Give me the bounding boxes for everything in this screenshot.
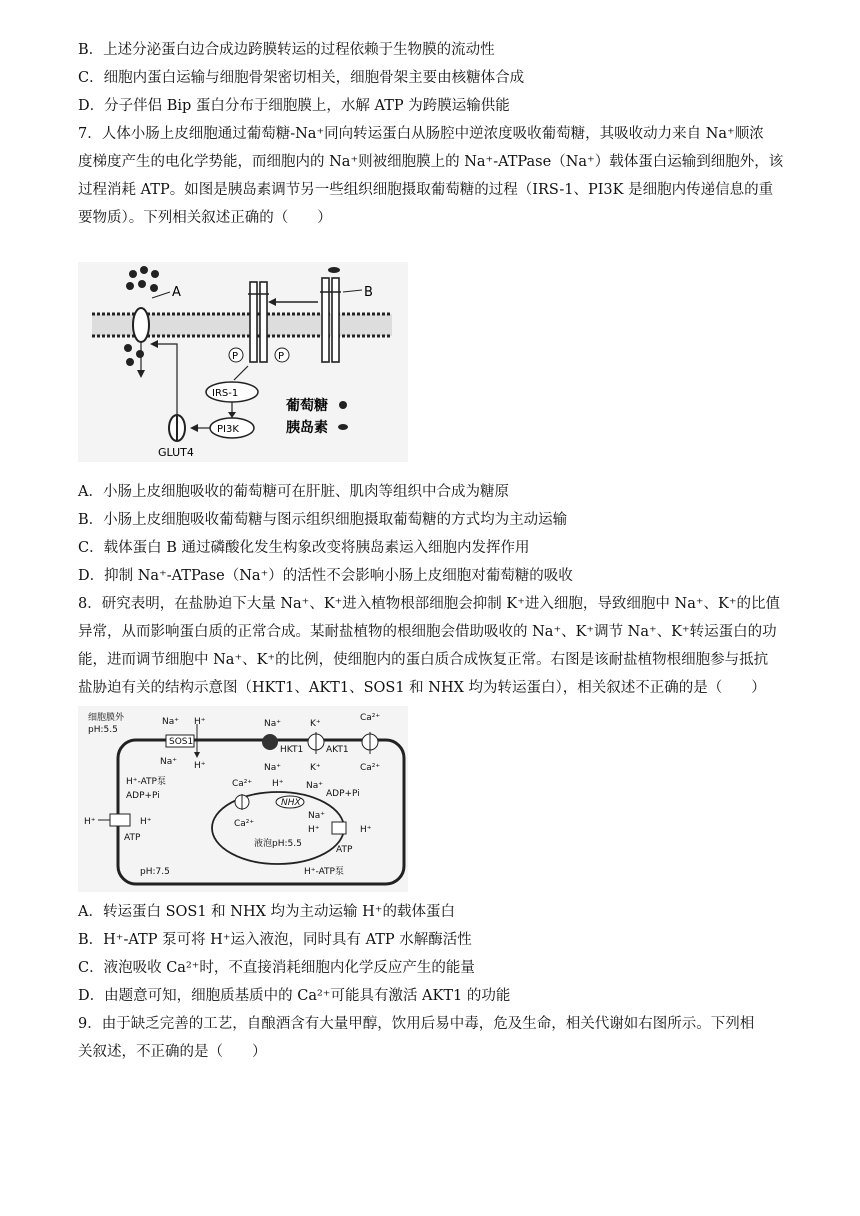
outside-label: 细胞膜外	[88, 713, 125, 723]
q9-stem-line: 9．由于缺乏完善的工艺，自酿酒含有大量甲醇，饮用后易中毒，危及生命，相关代谢如右图所示。下列相	[78, 1016, 755, 1032]
legend-glucose: 葡萄糖	[286, 398, 328, 414]
na-ion: Na⁺	[264, 763, 281, 773]
ca-ion: Ca²⁺	[234, 819, 255, 829]
q6-option-d: D．分子伴侣 Bip 蛋白分布于细胞膜上，水解 ATP 为跨膜运输供能	[78, 98, 510, 114]
atp-label-right: ATP	[336, 845, 353, 855]
h-ion: H⁺	[194, 761, 206, 771]
ca-ion: Ca²⁺	[232, 779, 253, 789]
ca-ion: Ca²⁺	[360, 713, 381, 723]
pump-bottom-label: H⁺-ATP泵	[304, 867, 344, 877]
q7-stem-line: 过程消耗 ATP。如图是胰岛素调节另一些组织细胞摄取葡萄糖的过程（IRS-1、PI3K 是细胞内传递信息的重	[78, 182, 774, 198]
h-ion: H⁺	[194, 717, 206, 727]
q8-stem-line: 能，进而调节细胞中 Na⁺、K⁺的比例，使细胞内的蛋白质合成恢复正常。右图是该耐盐植物根细胞参与抵抗	[78, 652, 769, 668]
q7-option-d: D．抑制 Na⁺-ATPase（Na⁺）的活性不会影响小肠上皮细胞对葡萄糖的吸收	[78, 568, 573, 584]
q8-salt-stress-figure	[78, 706, 408, 892]
na-ion: Na⁺	[160, 757, 177, 767]
q7-option-b: B．小肠上皮细胞吸收葡萄糖与图示组织细胞摄取葡萄糖的方式均为主动运输	[78, 512, 568, 528]
q9-stem-line: 关叙述，不正确的是（ ）	[78, 1044, 267, 1060]
na-ion: Na⁺	[264, 719, 281, 729]
phospho-p1: P	[232, 351, 239, 362]
q8-option-b: B．H⁺-ATP 泵可将 H⁺运入液泡，同时具有 ATP 水解酶活性	[78, 932, 472, 948]
q7-stem-line: 要物质）。下列相关叙述正确的（ ）	[78, 210, 332, 226]
glut4-label: GLUT4	[158, 446, 194, 459]
q7-insulin-figure	[78, 262, 408, 462]
h-ion: H⁺	[272, 779, 284, 789]
inside-ph: pH:7.5	[140, 867, 170, 877]
na-ion: Na⁺	[162, 717, 179, 727]
pi3k-node: PI3K	[217, 424, 239, 435]
phospho-p2: P	[278, 351, 285, 362]
q8-option-c: C．液泡吸收 Ca²⁺时，不直接消耗细胞内化学反应产生的能量	[78, 960, 475, 976]
nhx-label: NHX	[281, 798, 301, 808]
h-ion: H⁺	[360, 825, 372, 835]
q7-stem-line: 7．人体小肠上皮细胞通过葡萄糖-Na⁺同向转运蛋白从肠腔中逆浓度吸收葡萄糖，其吸收动力来自 Na⁺顺浓	[78, 126, 764, 142]
sos1-label: SOS1	[169, 737, 194, 747]
h-ion: H⁺	[140, 817, 152, 827]
vacuole-label: 液泡pH:5.5	[254, 839, 302, 849]
q8-stem-line: 8．研究表明，在盐胁迫下大量 Na⁺、K⁺进入植物根部细胞会抑制 K⁺进入细胞，导致细胞中 Na⁺、K⁺的比值	[78, 596, 780, 612]
q8-stem-line: 盐胁迫有关的结构示意图（HKT1、AKT1、SOS1 和 NHX 均为转运蛋白），相关叙述不正确的是（ ）	[78, 680, 766, 696]
adp-label-right: ADP+Pi	[326, 789, 360, 799]
label-b: B	[364, 285, 373, 300]
q8-stem-line: 异常，从而影响蛋白质的正常合成。某耐盐植物的根细胞会借助吸收的 Na⁺、K⁺调节 Na⁺、K⁺转运蛋白的功	[78, 624, 777, 640]
h-ion: H⁺	[308, 825, 320, 835]
irs1-node: IRS-1	[212, 388, 239, 399]
q6-option-c: C．细胞内蛋白运输与细胞骨架密切相关，细胞骨架主要由核糖体合成	[78, 70, 525, 86]
hkt1-label: HKT1	[280, 745, 304, 755]
q8-option-a: A．转运蛋白 SOS1 和 NHX 均为主动运输 H⁺的载体蛋白	[78, 904, 455, 920]
outside-ph: pH:5.5	[88, 725, 118, 735]
akt1-label: AKT1	[326, 745, 349, 755]
na-ion: Na⁺	[308, 811, 325, 821]
label-a: A	[172, 285, 181, 300]
atp-label-left: ATP	[124, 833, 141, 843]
q7-stem-line: 度梯度产生的电化学势能，而细胞内的 Na⁺则被细胞膜上的 Na⁺-ATPase（Na⁺）载体蛋白运输到细胞外，该	[78, 154, 784, 170]
na-ion: Na⁺	[306, 781, 323, 791]
legend-insulin: 胰岛素	[286, 420, 328, 436]
q8-option-d: D．由题意可知，细胞质基质中的 Ca²⁺可能具有激活 AKT1 的功能	[78, 988, 511, 1004]
k-ion: K⁺	[310, 719, 321, 729]
adp-label-left: ADP+Pi	[126, 791, 160, 801]
q7-option-c: C．载体蛋白 B 通过磷酸化发生构象改变将胰岛素运入细胞内发挥作用	[78, 540, 530, 556]
k-ion: K⁺	[310, 763, 321, 773]
q7-option-a: A．小肠上皮细胞吸收的葡萄糖可在肝脏、肌肉等组织中合成为糖原	[78, 484, 509, 500]
pump-top-label: H⁺-ATP泵	[126, 777, 166, 787]
h-ion: H⁺	[84, 817, 96, 827]
q6-option-b: B．上述分泌蛋白边合成边跨膜转运的过程依赖于生物膜的流动性	[78, 42, 495, 58]
ca-ion: Ca²⁺	[360, 763, 381, 773]
